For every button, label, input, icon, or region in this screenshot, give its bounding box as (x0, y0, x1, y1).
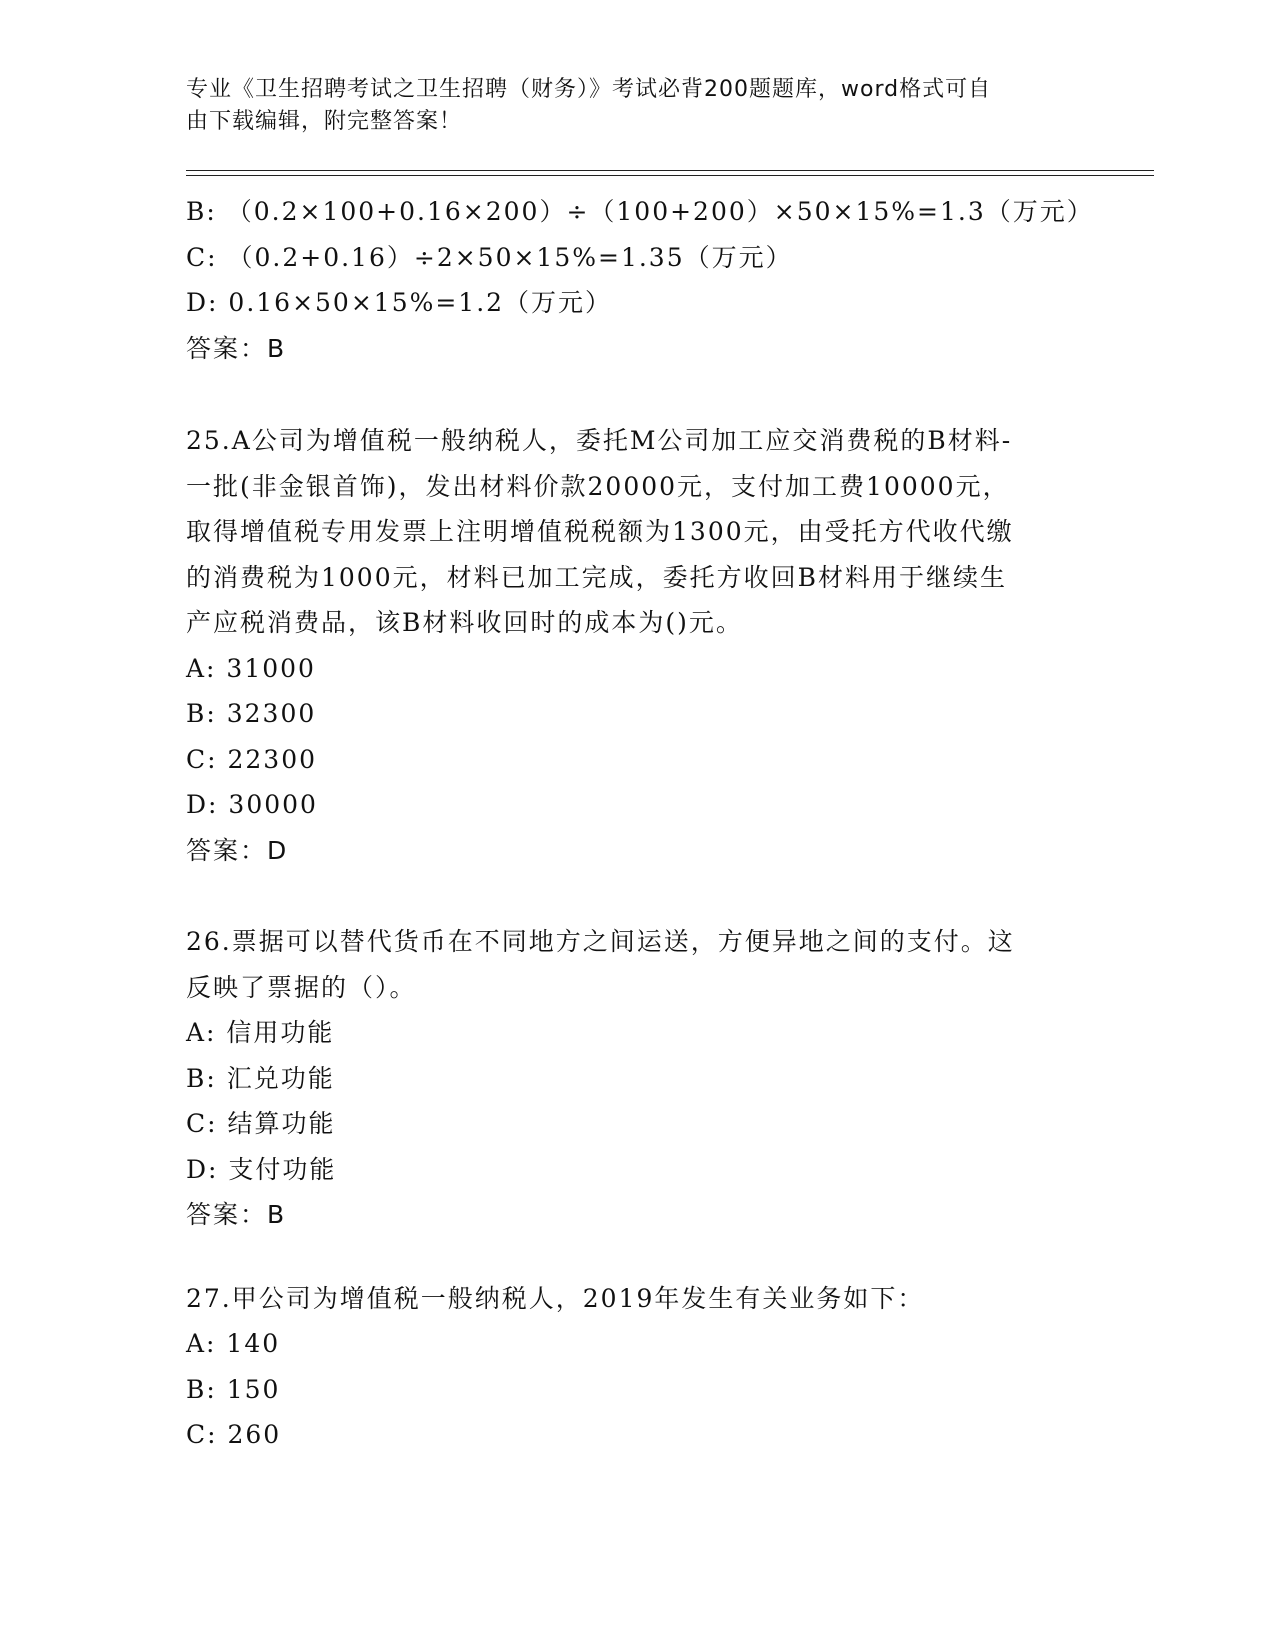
answer-line: 答案：B (186, 1200, 287, 1229)
option-b: B: 150 (186, 1374, 281, 1404)
document-header (186, 74, 1066, 138)
question-27 (186, 1276, 1086, 1458)
option-d: D: 0.16×50×15%=1.2（万元） (186, 288, 613, 317)
option-c: C: 22300 (186, 744, 318, 774)
option-a: A: 信用功能 (186, 1018, 335, 1047)
question-text-line: 25.A公司为增值税一般纳税人，委托M公司加工应交消费税的B材料- (186, 426, 1013, 455)
header-line-1: 专业《卫生招聘考试之卫生招聘（财务）》考试必背200题题库，word格式可自 (186, 77, 992, 102)
answer-line: 答案：B (186, 333, 287, 363)
question-text-line: 的消费税为1000元，材料已加工完成，委托方收回B材料用于继续生 (186, 562, 1007, 592)
question-text-line: 取得增值税专用发票上注明增值税税额为1300元，由受托方代收代缴 (186, 517, 1014, 546)
option-a: A: 31000 (186, 653, 316, 683)
option-b: B: 汇兑功能 (186, 1063, 335, 1093)
answer-line: 答案：D (186, 835, 289, 865)
question-24-remainder (186, 189, 1094, 371)
option-b: B: （0.2×100+0.16×200）÷（100+200）×50×15%=1.3（万元） (186, 197, 1094, 226)
question-text-line: 26.票据可以替代货币在不同地方之间运送，方便异地之间的支付。这 (186, 927, 1015, 956)
question-text-line: 产应税消费品，该B材料收回时的成本为()元。 (186, 608, 743, 637)
option-d: D: 支付功能 (186, 1154, 337, 1184)
header-line-2: 由下载编辑，附完整答案！ (186, 109, 463, 134)
question-text-line: 27.甲公司为增值税一般纳税人，2019年发生有关业务如下： (186, 1283, 925, 1313)
question-26 (186, 919, 1086, 1238)
option-c: C: 结算功能 (186, 1109, 336, 1138)
header-rule-bottom (186, 175, 1154, 176)
question-25 (186, 418, 1086, 873)
option-c: C: 260 (186, 1420, 282, 1449)
option-b: B: 32300 (186, 699, 317, 728)
header-rule-top (186, 170, 1154, 171)
option-d: D: 30000 (186, 790, 318, 819)
option-a: A: 140 (186, 1329, 281, 1358)
question-text-line: 一批(非金银首饰)，发出材料价款20000元，支付加工费10000元， (186, 471, 1010, 501)
option-c: C: （0.2+0.16）÷2×50×15%=1.35（万元） (186, 242, 793, 272)
document-body (186, 189, 1094, 1458)
question-text-line: 反映了票据的（）。 (186, 972, 417, 1002)
